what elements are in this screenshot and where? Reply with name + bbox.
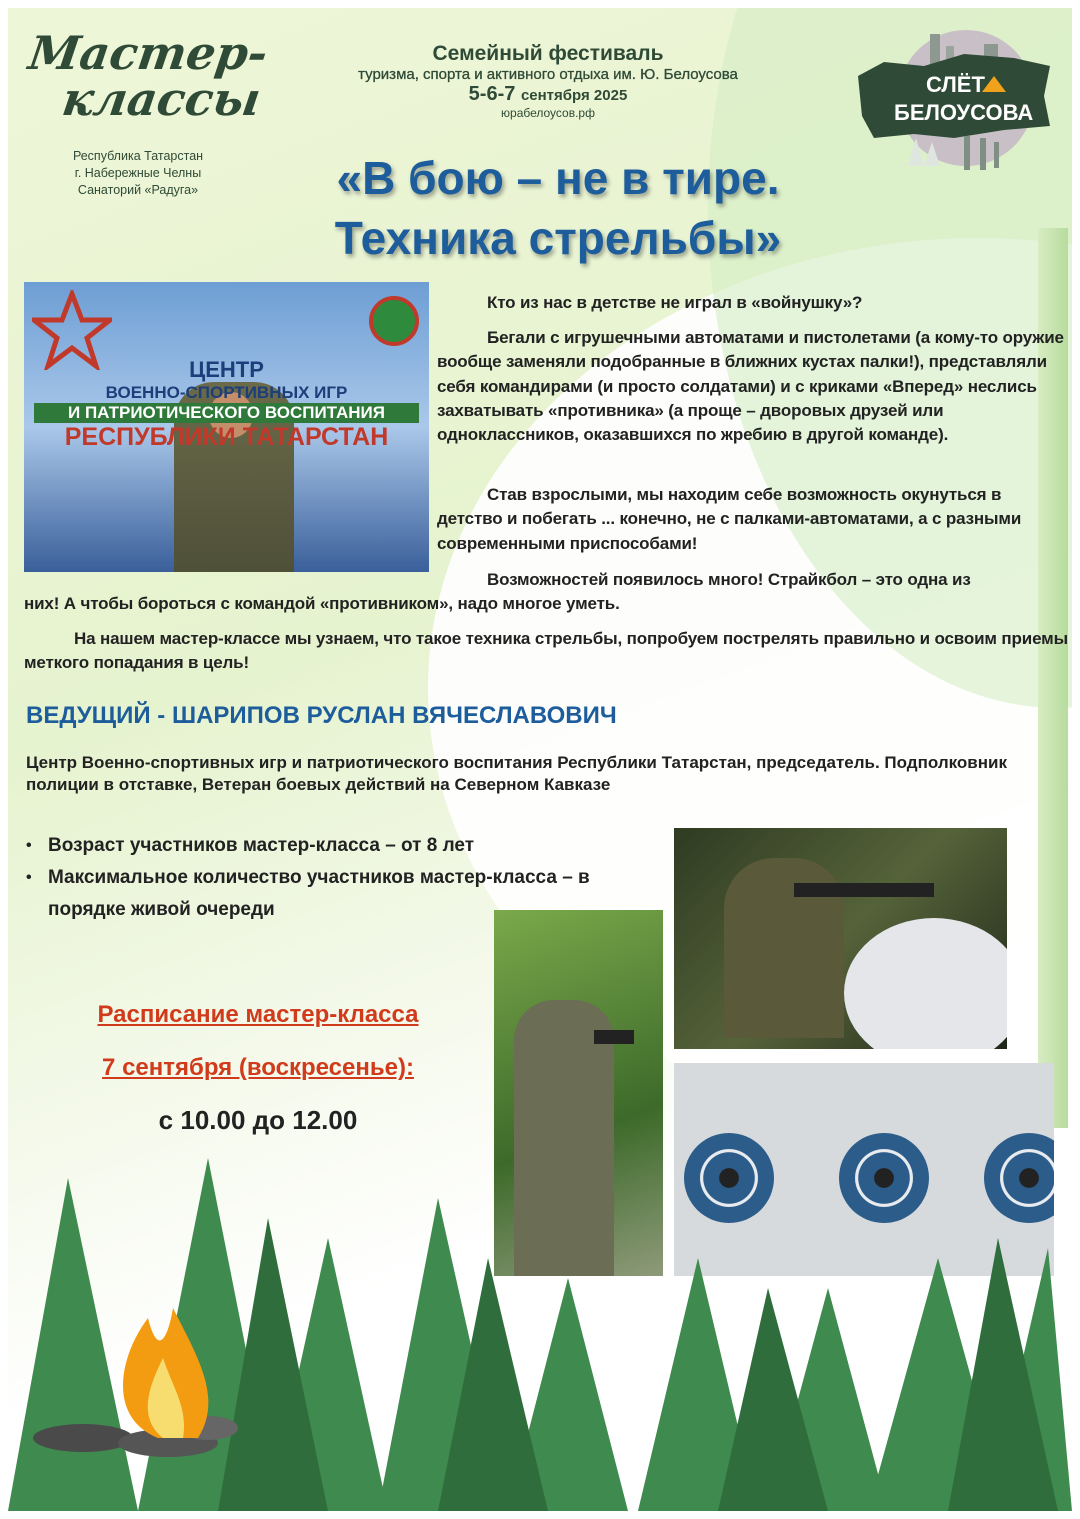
banner-text: ВОЕННО-СПОРТИВНЫХ ИГР [105,383,348,402]
paragraph-text: Кто из нас в детстве не играл в «войнушку»? [487,293,863,312]
logo-line: классы [58,72,264,126]
title-line: Техника стрельбы» [334,212,782,264]
title-line: «В бою – не в тире. [336,152,780,204]
location [58,148,218,199]
paragraph-text: Бегали с игрушечными автоматами и пистолетами (а кому-то оружие вообще заменяли подобранные в ближних кустах палки!), представляли себя командирами (и просто солдатами) и с криками «Вперед» неслись захватывать «противника» (а проще – дворовых друзей или одноклассников, оказавшихся по жребию в другой команде). [437,328,1064,445]
poster [8,8,1072,1511]
location-line: г. Набережные Челны [74,166,202,180]
logo-line: Мастер- [25,26,271,80]
dates-month: сентября 2025 [520,87,628,104]
festival-dates [268,83,828,106]
paragraph [24,627,1069,676]
list-item: • Возраст участников мастер-класса – от 8 лет [26,830,666,862]
slet-belousova-badge [854,26,1050,176]
festival-info [268,42,828,120]
inflatable-barrier [844,918,1007,1049]
svg-text:СЛЁТ: СЛЁТ [926,72,985,97]
svg-text:БЕЛОУСОВА: БЕЛОУСОВА [894,100,1034,125]
dates-days: 5-6-7 [468,83,516,105]
page-title [258,148,858,268]
festival-subtitle: туризма, спорта и активного отдыха им. Ю. Белоусова [358,66,738,83]
forest-illustration [8,1138,1072,1511]
schedule-time: с 10.00 до 12.00 [158,1105,358,1135]
paragraph [437,291,1067,315]
banner-text: И ПАТРИОТИЧЕСКОГО ВОСПИТАНИЯ [34,403,419,423]
paragraph [24,592,1064,616]
festival-website: юрабелоусов.рф [501,106,595,120]
emblem-icon [369,296,419,346]
list-item: • Максимальное количество участников мастер-класса – в порядке живой очереди [26,862,646,926]
schedule-date: 7 сентября (воскресенье): [102,1054,414,1081]
location-line: Санаторий «Радуга» [77,183,199,197]
paragraph-text: На нашем мастер-классе мы узнаем, что такое техника стрельбы, попробуем пострелять правильно и освоим приемы меткого попадания в цель! [24,629,1068,673]
host-photo [24,282,429,572]
marker-gun [794,883,934,897]
paragraph [437,483,1037,556]
paragraph [437,326,1067,447]
banner-text: ЦЕНТР [189,357,264,382]
host-description: Центр Военно-спортивных игр и патриотического воспитания Республики Татарстан, председатель. Подполковник полиции в отставке, Ветеран боевых действий на Северном Кавказе [26,753,1007,794]
host-heading: ВЕДУЩИЙ - ШАРИПОВ РУСЛАН ВЯЧЕСЛАВОВИЧ [26,702,617,729]
banner-text: РЕСПУБЛИКИ ТАТАРСТАН [64,423,389,451]
location-line: Республика Татарстан [72,149,204,163]
paragraph-text: Возможностей появилось много! Страйкбол – это одна из [487,570,971,589]
pistol [594,1030,634,1044]
paintball-photo [674,828,1007,1049]
paragraph-text: Став взрослыми, мы находим себе возможность окунуться в детство и побегать ... конечно, не с палками-автоматами, а с разными современными приспособами! [437,485,1022,553]
paragraph-text: них! А чтобы бороться с командой «противником», надо многое уметь. [24,594,620,613]
festival-title: Семейный фестиваль [432,42,664,65]
master-classes-logo [20,26,283,126]
paragraph [437,568,1072,592]
schedule-heading: Расписание мастер-класса [97,1001,419,1028]
